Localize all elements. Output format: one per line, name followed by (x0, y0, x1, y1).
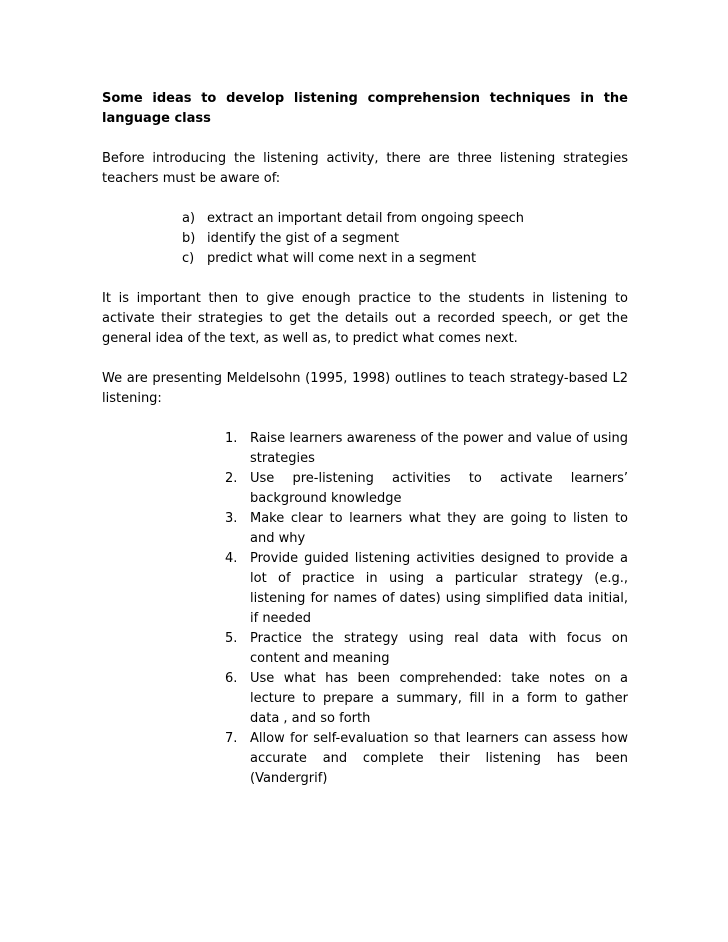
intro-paragraph: Before introducing the listening activity, there are three listening strategies teachers must be aware of: (102, 151, 628, 186)
document-page (102, 89, 628, 789)
document-title: Some ideas to develop listening comprehension techniques in the language class (102, 91, 628, 126)
step-text: Practice the strategy using real data with focus on content and meaning (250, 631, 628, 666)
step-text: Use what has been comprehended: take notes on a lecture to prepare a summary, fill in a form to gather data , and so forth (250, 671, 628, 726)
list-marker: 2. (225, 471, 238, 486)
list-marker: c) (182, 251, 195, 266)
strategy-item (182, 249, 628, 269)
step-item (225, 729, 628, 789)
step-text: Use pre-listening activities to activate learners’ background knowledge (250, 471, 628, 506)
list-marker: 6. (225, 671, 238, 686)
step-item (225, 669, 628, 729)
list-marker: 7. (225, 731, 238, 746)
steps-list (102, 429, 628, 789)
list-marker: 3. (225, 511, 238, 526)
strategy-list (102, 209, 628, 269)
practice-paragraph: It is important then to give enough practice to the students in listening to activate their strategies to get the details out a recorded speech, or get the general idea of the text, as well as, to predict what comes next. (102, 291, 628, 346)
list-marker: 5. (225, 631, 238, 646)
strategy-text: predict what will come next in a segment (207, 251, 477, 266)
strategy-item (182, 229, 628, 249)
step-text: Provide guided listening activities designed to provide a lot of practice in using a particular strategy (e.g., listening for names of dates) using simplified data initial, if needed (250, 551, 628, 626)
step-item (225, 429, 628, 469)
step-text: Raise learners awareness of the power and value of using strategies (250, 431, 628, 466)
list-marker: 4. (225, 551, 238, 566)
step-item (225, 549, 628, 629)
list-marker: b) (182, 231, 196, 246)
strategy-item (182, 209, 628, 229)
step-text: Allow for self-evaluation so that learners can assess how accurate and complete their listening has been (Vandergrif) (250, 731, 628, 786)
outline-paragraph: We are presenting Meldelsohn (1995, 1998) outlines to teach strategy-based L2 listening: (102, 371, 628, 406)
list-marker: 1. (225, 431, 238, 446)
step-item (225, 509, 628, 549)
step-item (225, 469, 628, 509)
strategy-text: extract an important detail from ongoing speech (207, 211, 525, 226)
step-item (225, 629, 628, 669)
strategy-text: identify the gist of a segment (207, 231, 400, 246)
step-text: Make clear to learners what they are going to listen to and why (250, 511, 628, 546)
list-marker: a) (182, 211, 196, 226)
